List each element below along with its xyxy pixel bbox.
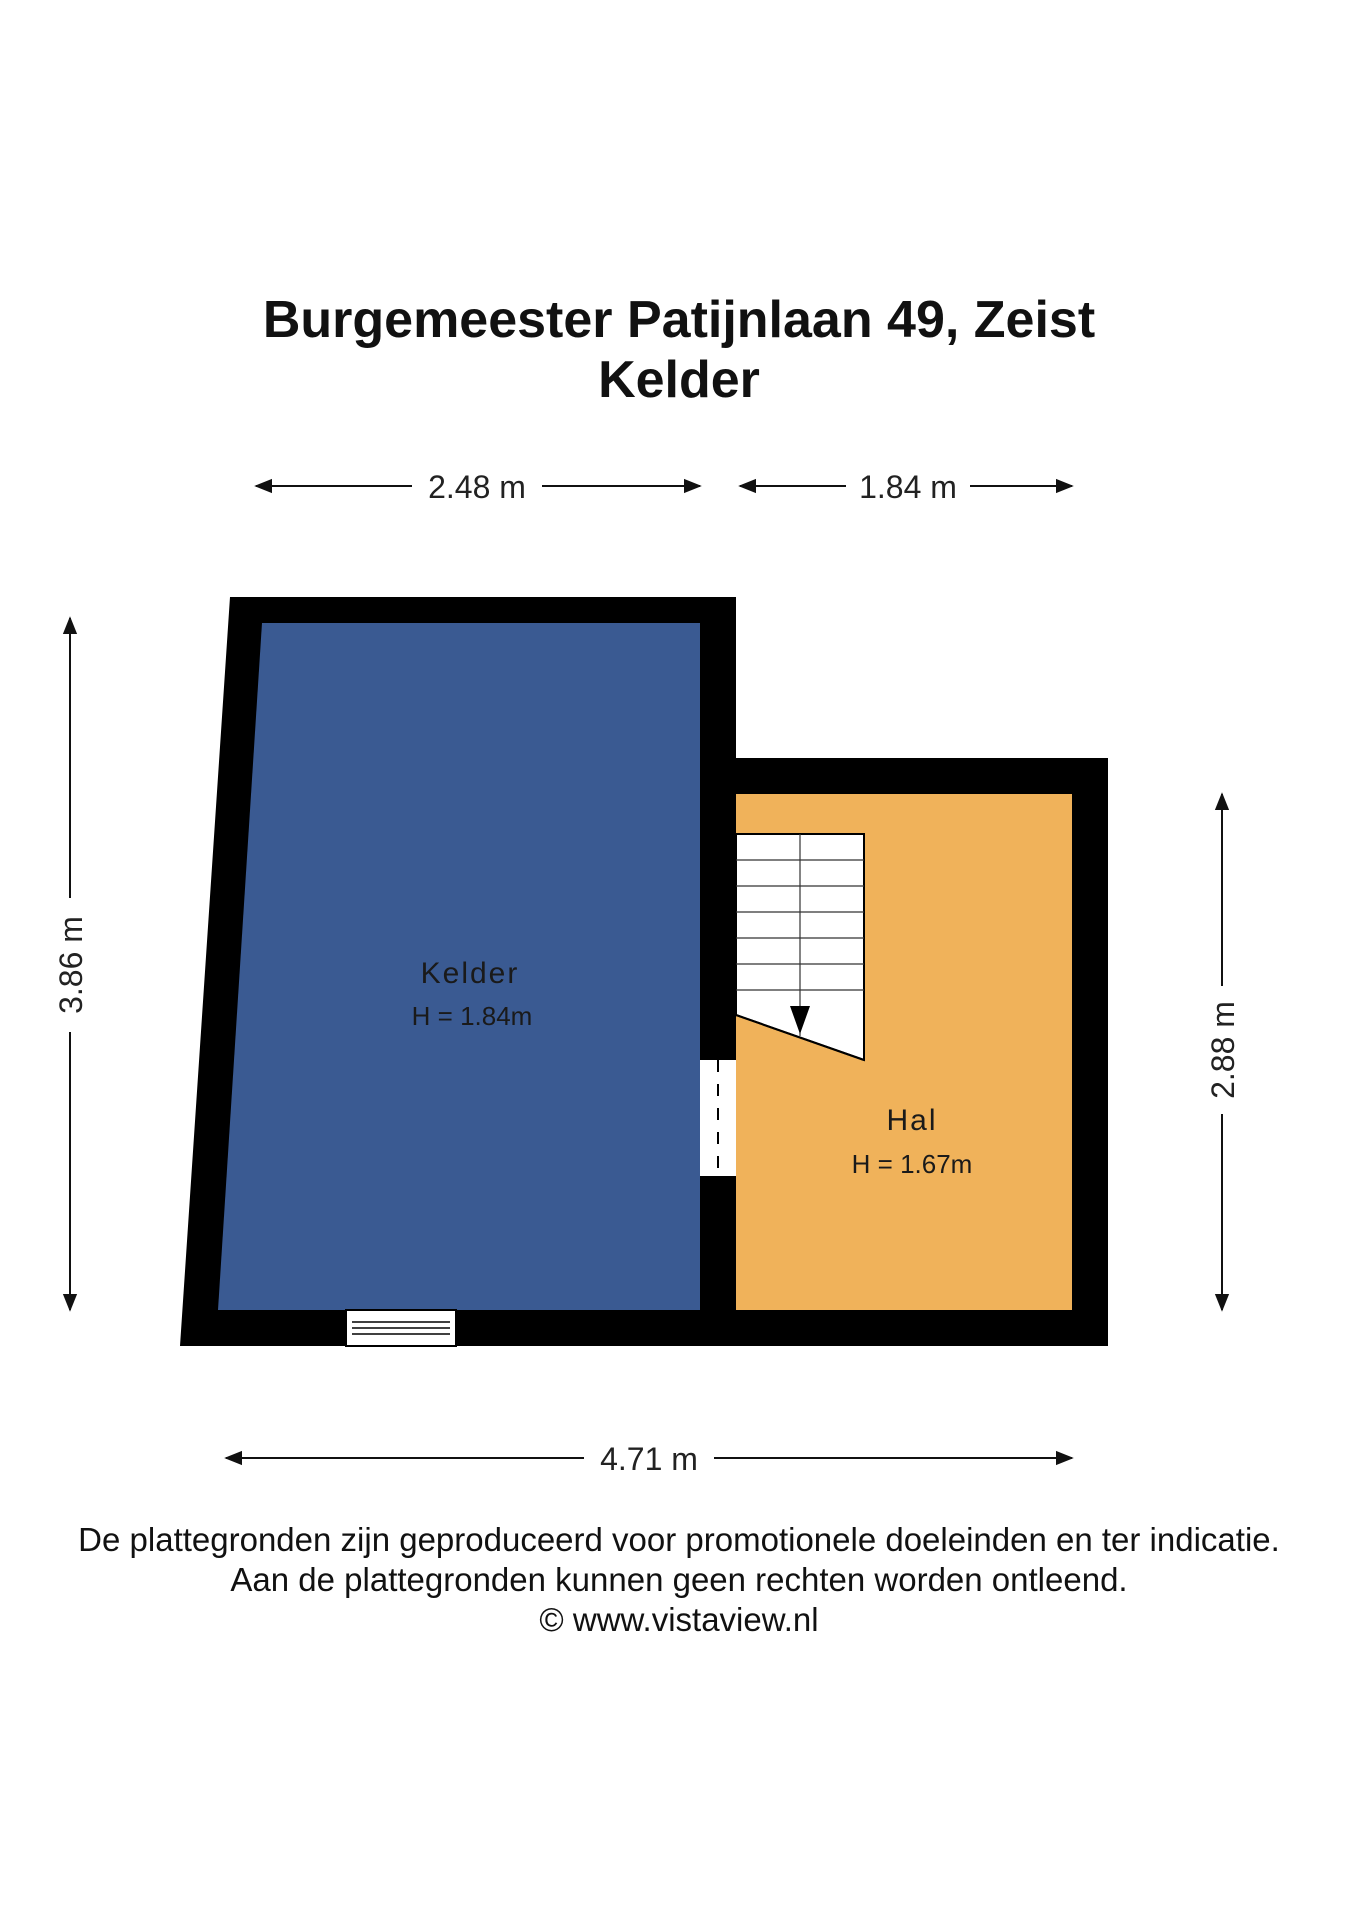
dimension-right (1205, 794, 1241, 1310)
page-title: Burgemeester Patijnlaan 49, Zeist (262, 291, 1096, 349)
dimension-right-label: 2.88 m (1205, 1001, 1241, 1099)
room-kelder-label: Kelder (420, 957, 520, 990)
floor-title: Kelder (598, 351, 760, 409)
room-hal-label: Hal (886, 1104, 938, 1137)
dimension-top-right-label: 1.84 m (859, 469, 957, 505)
disclaimer-line-2: Aan de plattegronden kunnen geen rechten worden ontleend. (230, 1561, 1128, 1598)
dimension-left-label: 3.86 m (53, 916, 89, 1014)
disclaimer-line-1: De plattegronden zijn geproduceerd voor promotionele doeleinden en ter indicatie. (78, 1521, 1280, 1558)
dimension-bottom-label: 4.71 m (600, 1441, 698, 1477)
room-kelder-height: H = 1.84m (411, 1001, 533, 1031)
dimension-left (53, 618, 89, 1310)
copyright-link[interactable]: © www.vistaview.nl (539, 1601, 819, 1638)
dimension-top-left (256, 469, 700, 505)
dimension-bottom (226, 1441, 1072, 1477)
dimension-top-left-label: 2.48 m (428, 469, 526, 505)
dimension-top-right (740, 469, 1072, 505)
room-hal-height: H = 1.67m (851, 1149, 973, 1179)
